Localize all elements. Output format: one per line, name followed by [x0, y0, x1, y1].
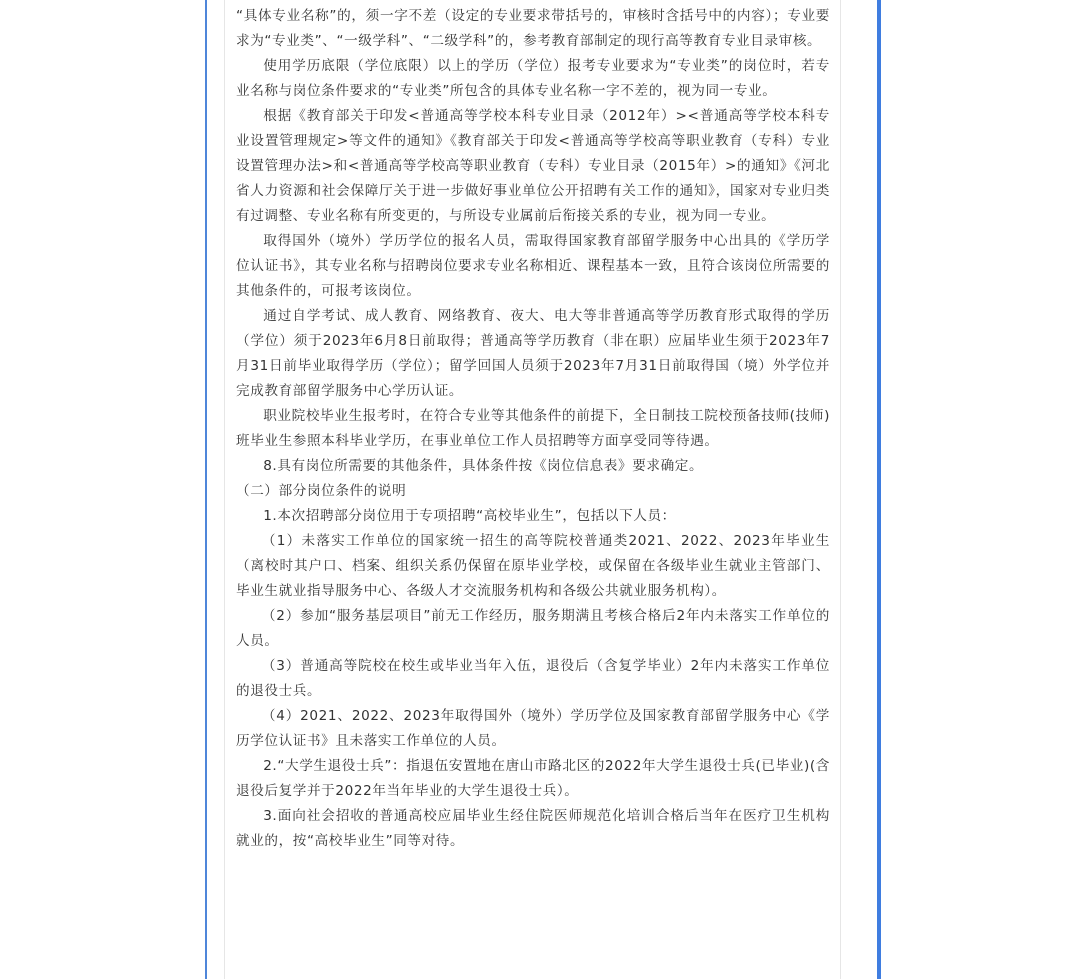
page-frame-left: [205, 0, 207, 979]
list-item-veterans: （3）普通高等院校在校生或毕业当年入伍，退役后（含复学毕业）2年内未落实工作单位的退役士兵。: [236, 658, 830, 699]
list-item-overseas: （4）2021、2022、2023年取得国外（境外）学历学位及国家教育部留学服务中心《学历学位认证书》且未落实工作单位的人员。: [236, 708, 830, 749]
paragraph-foreign-degree: 取得国外（境外）学历学位的报名人员，需取得国家教育部留学服务中心出具的《学历学位认证书》，其专业名称与招聘岗位要求专业名称相近、课程基本一致，且符合该岗位所需要的其他条件的，可报考该岗位。: [236, 233, 830, 299]
paragraph-major-name-rule: “具体专业名称”的，须一字不差（设定的专业要求带括号的，审核时含括号中的内容）；专业要求为“专业类”、“一级学科”、“二级学科”的，参考教育部制定的现行高等教育专业目录审核。: [236, 8, 830, 49]
list-item-grassroots: （2）参加“服务基层项目”前无工作经历，服务期满且考核合格后2年内未落实工作单位的人员。: [236, 608, 830, 649]
paragraph-resident-training: 3.面向社会招收的普通高校应届毕业生经住院医师规范化培训合格后当年在医疗卫生机构就业的，按“高校毕业生”同等对待。: [236, 808, 830, 849]
paragraph-degree-deadline: 通过自学考试、成人教育、网络教育、夜大、电大等非普通高等学历教育形式取得的学历（学位）须于2023年6月8日前取得；普通高等学历教育（非在职）应届毕业生须于2023年7月31日前毕业取得学历（学位）；留学回国人员须于2023年7月31日前取得国（境）外学位并完成教育部留学服务中心学历认证。: [236, 308, 830, 399]
article-body: [236, 4, 830, 854]
paragraph-higher-degree: 使用学历底限（学位底限）以上的学历（学位）报考专业要求为“专业类”的岗位时，若专业名称与岗位条件要求的“专业类”所包含的具体专业名称一字不差的，视为同一专业。: [236, 58, 830, 99]
paragraph-other-conditions: 8.具有岗位所需要的其他条件，具体条件按《岗位信息表》要求确定。: [263, 458, 704, 474]
section-heading-conditions: （二）部分岗位条件的说明: [236, 483, 407, 499]
list-item-graduates: （1）未落实工作单位的国家统一招生的高等院校普通类2021、2022、2023年毕业生（离校时其户口、档案、组织关系仍保留在原毕业学校，或保留在各级毕业生就业主管部门、毕业生就业指导服务中心、各级人才交流服务机构和各级公共就业服务机构）。: [236, 533, 830, 599]
paragraph-graduate-special: 1.本次招聘部分岗位用于专项招聘“高校毕业生”，包括以下人员：: [263, 508, 676, 524]
paragraph-vocational: 职业院校毕业生报考时，在符合专业等其他条件的前提下，全日制技工院校预备技师(技师)班毕业生参照本科毕业学历，在事业单位工作人员招聘等方面享受同等待遇。: [236, 408, 830, 449]
page-frame-right: [877, 0, 881, 979]
paragraph-student-veterans: 2.“大学生退役士兵”：指退伍安置地在唐山市路北区的2022年大学生退役士兵(已毕业)(含退役后复学并于2022年当年毕业的大学生退役士兵）。: [236, 758, 830, 799]
paragraph-major-catalog: 根据《教育部关于印发<普通高等学校本科专业目录（2012年）><普通高等学校本科专业设置管理规定>等文件的通知》《教育部关于印发<普通高等学校高等职业教育（专科）专业设置管理办法>和<普通高等学校高等职业教育（专科）专业目录（2015年）>的通知》《河北省人力资源和社会保障厅关于进一步做好事业单位公开招聘有关工作的通知》，国家对专业归类有过调整、专业名称有所变更的，与所设专业属前后衔接关系的专业，视为同一专业。: [236, 108, 830, 224]
